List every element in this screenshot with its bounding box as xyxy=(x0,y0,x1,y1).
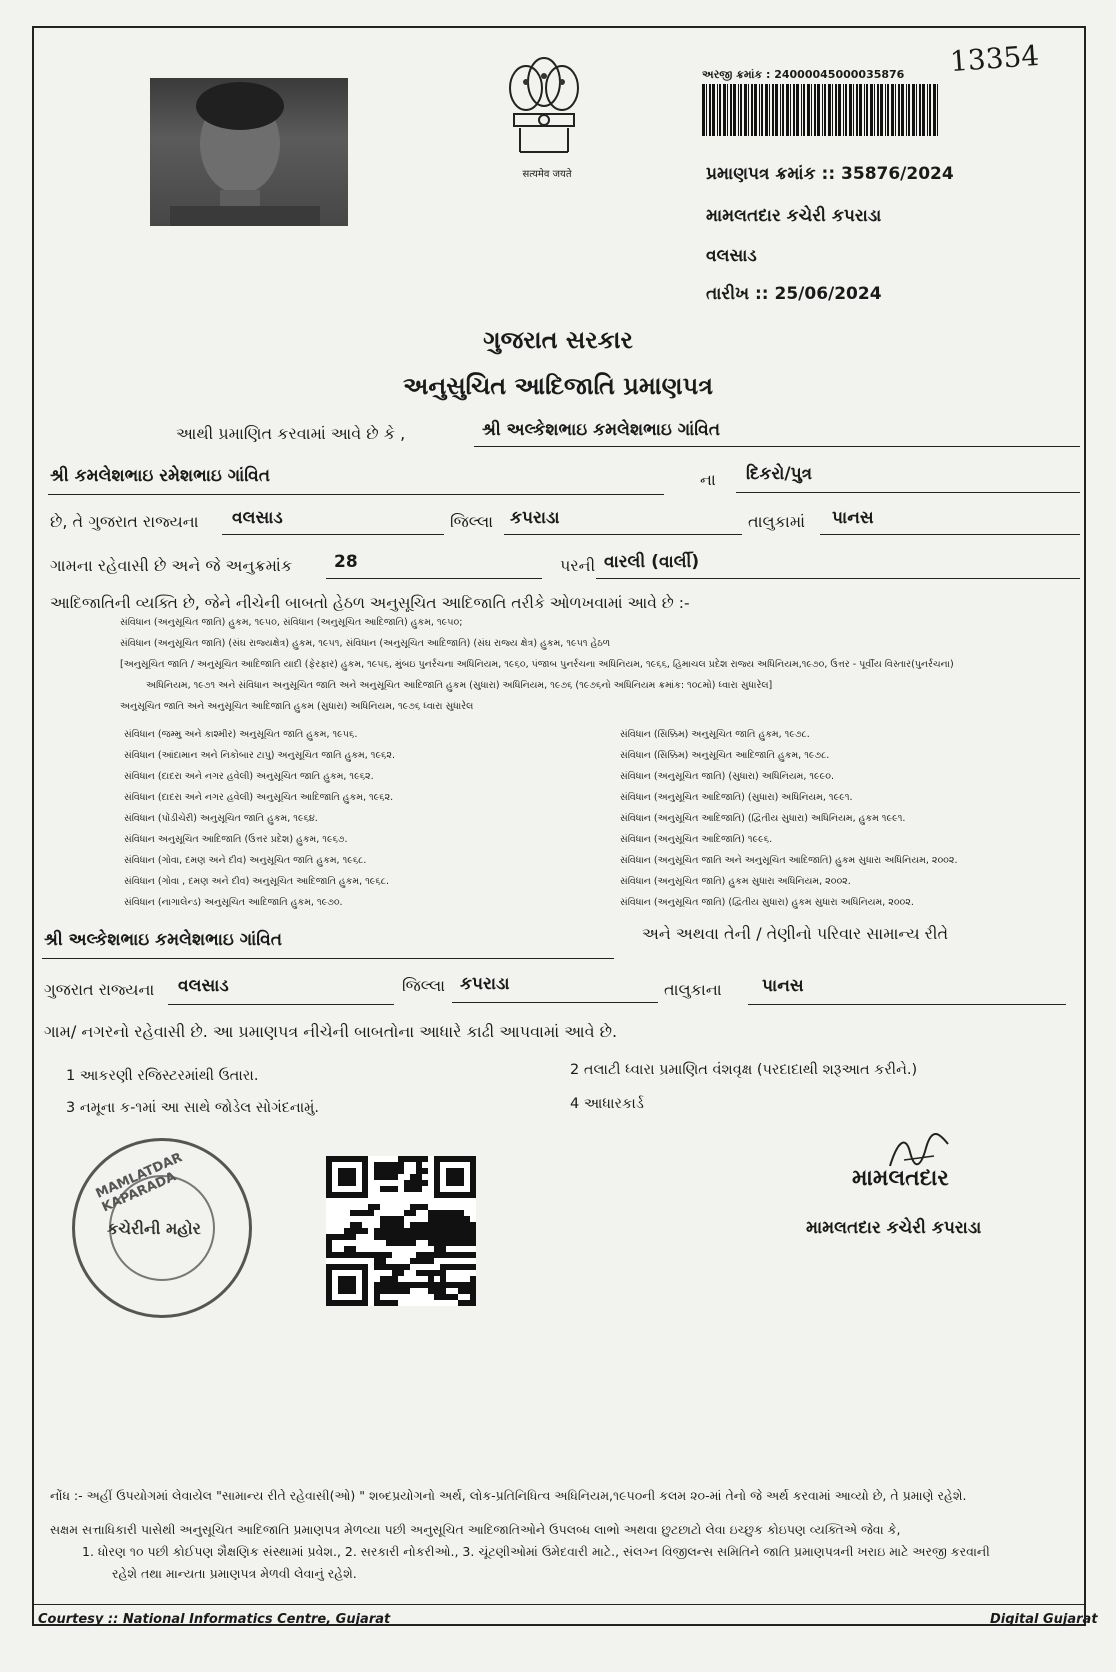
order-item: સંવિધાન (દાદરા અને નગર હવેલી) અનુસૂચિત આદિજાતિ હુકમ, ૧૯૬૨. xyxy=(124,792,394,803)
resident-label: ગામના રહેવાસી છે અને જે અનુક્રમાંક xyxy=(50,556,293,575)
village-value: પાનસ xyxy=(832,508,874,528)
order-item: સંવિધાન (ગોવા, દમણ અને દીવ) અનુસૂચિત જાતિ હુકમ, ૧૯૬૮. xyxy=(124,855,367,866)
relation: દિકરો/પુત્ર xyxy=(746,464,813,484)
barcode xyxy=(702,84,940,136)
order-item: સંવિધાન (દાદરા અને નગર હવેલી) અનુસૂચિત જાતિ હુકમ, ૧૯૬૨. xyxy=(124,771,374,782)
emblem-motto: सत्यमेव जयते xyxy=(522,169,572,180)
note-list-cont: રહેશે તથા માન્યતા પ્રમાણપત્ર મેળવી લેવાનું રહેશે. xyxy=(112,1566,357,1581)
orders-left-column xyxy=(124,724,395,913)
order-item: સંવિધાન (ગોવા , દમણ અને દીવ) અનુસૂચિત આદિજાતિ હુકમ, ૧૯૬૮. xyxy=(124,876,389,887)
order-item: સંવિધાન (અનુસૂચિત જાતિ) હુકમ સુધારા અધિનિયમ, ૨૦૦૨. xyxy=(620,876,851,887)
order-item: સંવિધાન (પોંડીચેરી) અનુસૂચિત જાતિ હુકમ, ૧૯૬૪. xyxy=(124,813,318,824)
order-item: સંવિધાન (નાગાલેન્ડ) અનુસૂચિત આદિજાતિ હુકમ, ૧૯૭૦. xyxy=(124,897,343,908)
note-benefits: સક્ષમ સત્તાધિકારી પાસેથી અનુસૂચિત આદિજાતિ પ્રમાણપત્ર મેળવ્યા પછી અનુસૂચિત આદિજાતિઓને ઉપલબ્ધ લાભો અથવા છુટછાટો લેવા ઇચ્છુક કોઇપણ વ્યક્તિએ જેવા કે, xyxy=(50,1522,901,1537)
signatory-office: મામલતદાર કચેરી કપરાડા xyxy=(806,1218,982,1238)
taluka-value: કપરાડા xyxy=(510,508,560,528)
qr-code xyxy=(326,1156,476,1306)
residence-taluka: કપરાડા xyxy=(460,974,510,994)
signatory-title: મામલતદાર xyxy=(852,1166,949,1191)
orders-right-column xyxy=(620,724,958,913)
para-label: પરની xyxy=(560,556,596,575)
order-line: અનુસૂચિત જાતિ અને અનુસૂચિત આદિજાતિ હુકમ (સુધારા) અધિનિયમ, ૧૯૭૬ ધ્વારા સુધારેલ xyxy=(120,701,474,712)
serial-number: 28 xyxy=(334,552,358,572)
order-item: સંવિધાન (સિક્કિમ) અનુસૂચિત આદિજાતિ હુકમ, ૧૯૭૮. xyxy=(620,750,830,761)
family-label: અને અથવા તેની / તેણીનો પરિવાર સામાન્ય રીતે xyxy=(642,924,949,943)
order-item: સંવિધાન (અનુસૂચિત જાતિ) (સુધારા) અધિનિયમ, ૧૯૯૦. xyxy=(620,771,835,782)
order-item: સંવિધાન (અનુસૂચિત આદિજાતિ) (સુધારા) અધિનિયમ, ૧૯૯૧. xyxy=(620,792,853,803)
state-label: છે, તે ગુજરાત રાજ્યના xyxy=(50,512,199,531)
order-item: સંવિધાન અનુસૂચિત આદિજાતિ (ઉત્તર પ્રદેશ) હુકમ, ૧૯૬૭. xyxy=(124,834,348,845)
government-title: ગુજરાત સરકાર xyxy=(483,326,633,354)
residence-village: પાનસ xyxy=(762,976,804,996)
order-item: સંવિધાન (આંદામાન અને નિકોબાર ટાપુ) અનુસૂચિત જાતિ હુકમ, ૧૯૬૨. xyxy=(124,750,395,761)
tribe-name: વારલી (વાર્લી) xyxy=(604,552,700,572)
order-item: સંવિધાન (જમ્મુ અને કાશ્મીર) અનુસૂચિત જાતિ હુકમ, ૧૯૫૬. xyxy=(124,729,358,740)
note-residence: નોંધ :- અહીં ઉપયોગમાં લેવાયેલ "સામાન્ય રીતે રહેવાસી(ઓ) " શબ્દપ્રયોગનો અર્થ, લોક-પ્રતિનિધિત્વ અધિનિયમ,૧૯૫૦ની કલમ ૨૦-માં તેનો જે અર્થ કરવામાં આવ્યો છે, તે પ્રમાણે રહેશે. xyxy=(50,1488,967,1503)
application-number: અરજી ક્રમાંક : 24000045000035876 xyxy=(702,68,905,81)
order-item: સંવિધાન (અનુસૂચિત જાતિ) (દ્વિતીય સુધારા) હુકમ સુધારા અધિનિયમ, ૨૦૦૨. xyxy=(620,897,914,908)
residence-state-label: ગુજરાત રાજ્યના xyxy=(44,980,155,999)
certificate-number: પ્રમાણપત્ર ક્રમાંક :: 35876/2024 xyxy=(706,164,954,184)
footer-courtesy: Courtesy :: National Informatics Centre, Gujarat xyxy=(38,1612,391,1627)
basis-item: 2 તલાટી ધ્વારા પ્રમાણિત વંશવૃક્ષ (પરદાદાથી શરૂઆત કરીને.) xyxy=(570,1062,918,1078)
note-list: 1. ધોરણ ૧૦ પછી કોઈપણ શૈક્ષણિક સંસ્થામાં પ્રવેશ., 2. સરકારી નોકરીઓ., 3. ચૂંટણીઓમાં ઉમેદવારી માટે., સંલગ્ન વિજીલન્સ સમિતિને જાતિ પ્રમાણપત્રની ખરાઇ માટે અરજી કરવાની xyxy=(82,1544,990,1559)
basis-item: 4 આધારકાર્ડ xyxy=(570,1096,644,1112)
basis-item: 1 આકરણી રજિસ્ટરમાંથી ઉતારા. xyxy=(66,1068,259,1084)
order-line: [અનુસૂચિત જાતિ / અનુસૂચિત આદિજાતિ યાદી (ફેરફાર) હુકમ, ૧૯૫૬, મુંબઇ પુનર્રચના અધિનિયમ, ૧૯૬૦, પંજાબ પુનર્રચના અધિનિયમ, ૧૯૬૬, હિમાચલ પ્રદેશ રાજ્ય અધિનિયમ,૧૯૭૦, ઉત્તર - પૂર્વીય વિસ્તાર(પુનર્રચના) xyxy=(120,659,954,670)
basis-item: 3 નમૂના ક-૧માં આ સાથે જોડેલ સોગંદનામું. xyxy=(66,1100,320,1116)
handwritten-number: 13354 xyxy=(948,38,1041,79)
office-seal-stamp xyxy=(72,1138,252,1318)
of-label: ના xyxy=(700,470,716,489)
header-district: વલસાડ xyxy=(706,246,757,266)
person-name: શ્રી અલ્કેશભાઇ કમલેશભાઇ ગાંવિત xyxy=(482,420,720,440)
district-value: વલસાડ xyxy=(232,508,283,528)
national-emblem-icon xyxy=(496,52,592,180)
certificate-title: અનુસુચિત આદિજાતિ પ્રમાણપત્ર xyxy=(403,372,713,400)
footer-brand: Digital Gujarat xyxy=(990,1612,1098,1627)
residence-district: વલસાડ xyxy=(178,976,229,996)
certificate-date: તારીખ :: 25/06/2024 xyxy=(706,284,882,304)
seal-ring-text: MAMLATDAR KAPARADA xyxy=(93,1150,185,1216)
order-item: સંવિધાન (અનુસૂચિત આદિજાતિ) (દ્વિતીય સુધારા) અધિનિયમ, હુકમ ૧૯૯૧. xyxy=(620,813,906,824)
resident-name: શ્રી અલ્કેશભાઇ કમલેશભાઇ ગાંવિત xyxy=(44,930,282,950)
taluka-label: તાલુકામાં xyxy=(748,512,806,531)
order-line: સંવિધાન (અનુસૂચિત જાતિ) હુકમ, ૧૯૫૦, સંવિધાન (અનુસૂચિત આદિજાતિ) હુકમ, ૧૯૫૦; xyxy=(120,617,463,628)
district-label: જિલ્લા xyxy=(450,512,494,531)
order-item: સંવિધાન (અનુસૂચિત આદિજાતિ) ૧૯૯૬. xyxy=(620,834,773,845)
issuing-office: મામલતદાર કચેરી કપરાડા xyxy=(706,206,882,226)
order-line: સંવિધાન (અનુસૂચિત જાતિ) (સંઘ રાજ્યક્ષેત્ર) હુકમ, ૧૯૫૧, સંવિધાન (અનુસૂચિત આદિજાતિ) (સંઘ રાજ્ય ક્ષેત્ર) હુકમ, ૧૯૫૧ હેઠળ xyxy=(120,638,611,649)
tribe-sentence: આદિજાતિની વ્યક્તિ છે, જેને નીચેની બાબતો હેઠળ અનુસૂચિત આદિજાતિ તરીકે ઓળખવામાં આવે છે :- xyxy=(50,594,690,612)
residence-district-label: જિલ્લા xyxy=(402,976,446,995)
order-item: સંવિધાન (અનુસૂચિત જાતિ અને અનુસૂચિત આદિજાતિ) હુકમ સુધારા અધિનિયમ, ૨૦૦૨. xyxy=(620,855,958,866)
order-line: અધિનિયમ, ૧૯૭૧ અને સંવિધાન અનુસૂચિત જાતિ અને અનુસૂચિત આદિજાતિ હુકમ (સુધારા) અધિનિયમ, ૧૯૭૬ (૧૯૭૬નો અધિનિયમ ક્રમાંક: ૧૦૮મો) ધ્વારા સુધારેલ] xyxy=(146,680,773,691)
residence-taluka-label: તાલુકાના xyxy=(664,980,722,999)
seal-center-text: કચેરીની મહોર xyxy=(107,1219,201,1238)
residence-sentence: ગામ/ નગરનો રહેવાસી છે. આ પ્રમાણપત્ર નીચેની બાબતોના આધારે કાઢી આપવામાં આવે છે. xyxy=(44,1022,618,1041)
certify-label: આથી પ્રમાણિત કરવામાં આવે છે કે , xyxy=(176,424,406,443)
father-name: શ્રી કમલેશભાઇ રમેશભાઇ ગાંવિત xyxy=(50,466,271,486)
order-item: સંવિધાન (સિક્કિમ) અનુસૂચિત જાતિ હુકમ, ૧૯૭૮. xyxy=(620,729,810,740)
applicant-photo xyxy=(150,78,348,226)
